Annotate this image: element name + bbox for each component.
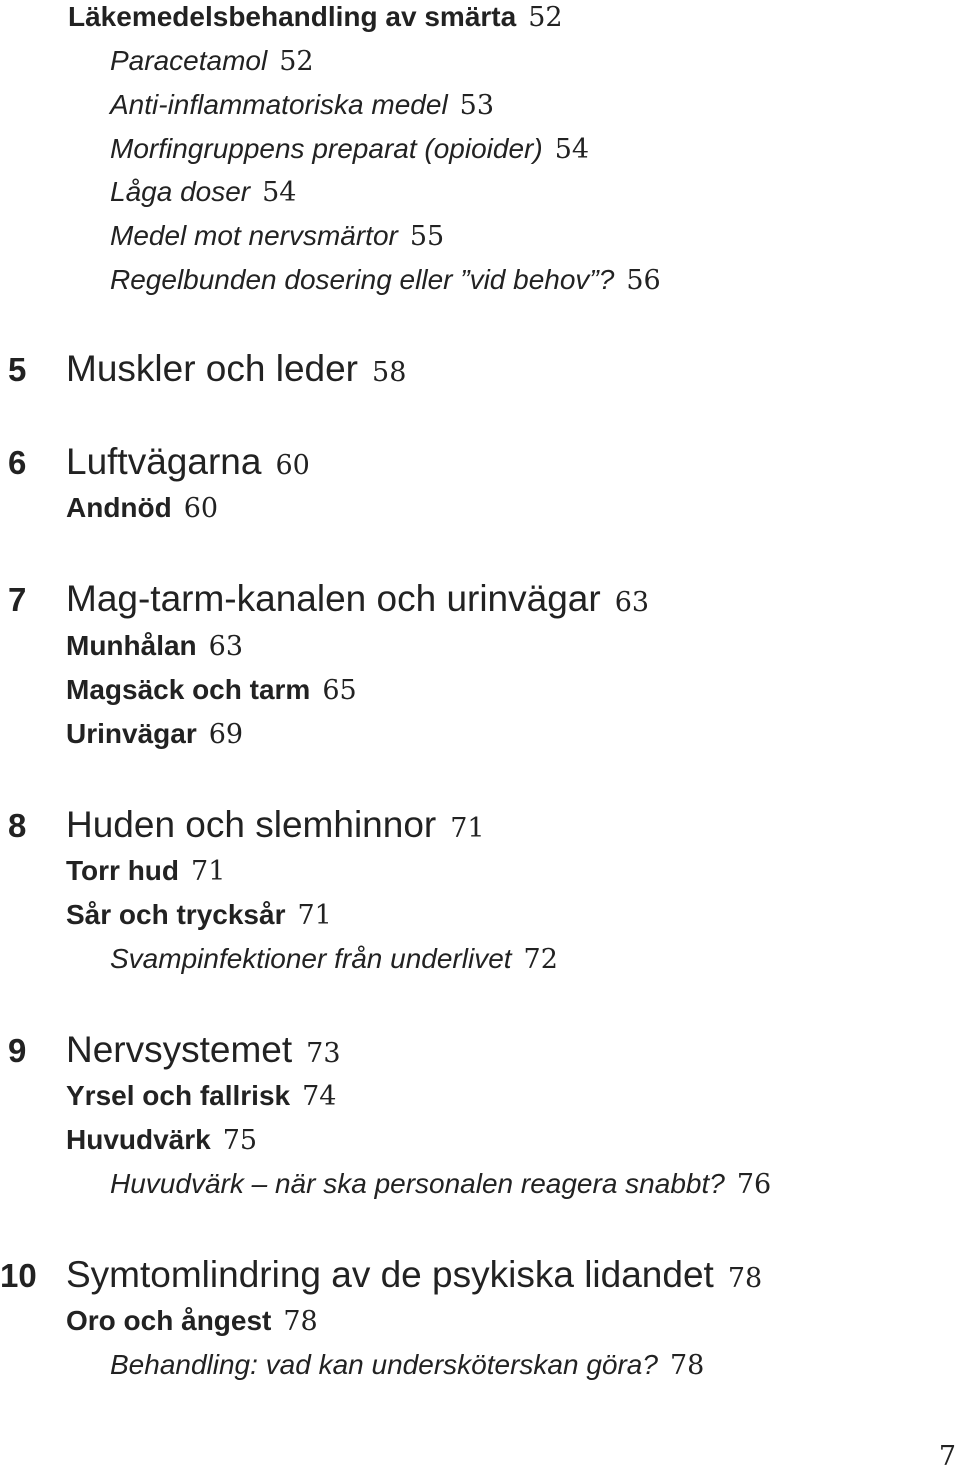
toc-page-number: 74: [302, 1081, 337, 1112]
toc-page-number: 71: [191, 856, 226, 887]
toc-page-number: 52: [279, 46, 314, 77]
chapter-number: 9: [8, 1032, 27, 1069]
toc-subentry-title: Regelbunden dosering eller ”vid behov”?: [110, 264, 615, 295]
toc-page-number: 53: [459, 90, 495, 121]
toc-page-number: 73: [306, 1038, 341, 1069]
chapter-title: Nervsystemet: [66, 1029, 293, 1070]
toc-section-entry: [66, 1082, 336, 1110]
chapter-number: 10: [0, 1257, 37, 1294]
toc-subentry: [110, 1351, 704, 1379]
toc-page-number: 76: [736, 1169, 772, 1200]
toc-chapter-7: [0, 580, 960, 620]
toc-section-title: Munhålan: [66, 630, 197, 661]
toc-section-title: Urinvägar: [66, 718, 197, 749]
toc-section-title: Huvudvärk: [66, 1124, 211, 1155]
toc-subentry: [110, 47, 314, 75]
toc-section-entry: [66, 676, 357, 704]
toc-chapter-9: [0, 1031, 960, 1071]
chapter-number: 5: [8, 351, 27, 388]
chapter-title: Mag-tarm-kanalen och urinvägar: [66, 578, 601, 619]
toc-page-number: 60: [183, 493, 219, 524]
toc-section-title: Oro och ångest: [66, 1305, 272, 1336]
chapter-number: 7: [8, 581, 27, 618]
toc-page-number: 72: [523, 944, 558, 975]
toc-section-entry: [66, 632, 243, 660]
toc-page-number: 78: [669, 1350, 705, 1381]
toc-page-number: 55: [409, 221, 445, 252]
toc-page-number: 78: [727, 1263, 763, 1294]
chapter-title-row: [66, 443, 310, 480]
toc-section-entry: [66, 857, 225, 885]
chapter-title-row: [66, 806, 485, 843]
chapter-title: Muskler och leder: [66, 348, 359, 389]
toc-page-number: 71: [450, 813, 485, 844]
toc-page-number: 63: [614, 587, 650, 618]
chapter-number: 8: [8, 807, 27, 844]
toc-page-number: 60: [275, 450, 310, 481]
toc-section-title: Läkemedelsbehandling av smärta: [68, 1, 517, 32]
toc-chapter-6: [0, 443, 960, 483]
toc-chapter-8: [0, 806, 960, 846]
toc-page-number: 65: [322, 675, 357, 706]
toc-page-number: 71: [297, 900, 332, 931]
footer-page-number: 7: [938, 1441, 956, 1472]
toc-section-entry: [66, 901, 332, 929]
toc-subentry-title: Morfingruppens preparat (opioider): [110, 133, 543, 164]
toc-subentry-title: Huvudvärk – när ska personalen reagera snabbt?: [110, 1168, 725, 1199]
toc-section-title: Magsäck och tarm: [66, 674, 311, 705]
toc-page-number: 58: [372, 357, 407, 388]
toc-subentry: [110, 178, 296, 206]
toc-section-title: Torr hud: [66, 855, 180, 886]
toc-page-number: 63: [208, 631, 244, 662]
chapter-title: Huden och slemhinnor: [66, 804, 437, 845]
toc-page-number: 54: [554, 134, 590, 165]
chapter-title-row: [66, 580, 649, 617]
toc-section-entry: [66, 494, 218, 522]
toc-page-number: 54: [262, 177, 297, 208]
toc-section-entry: [66, 720, 243, 748]
toc-subentry: [110, 91, 494, 119]
toc-section-entry: [66, 1126, 257, 1154]
toc-section-title: Andnöd: [66, 492, 172, 523]
chapter-title-row: [66, 350, 406, 387]
chapter-title: Symtomlindring av de psykiska lidandet: [66, 1254, 714, 1295]
toc-subentry-title: Låga doser: [110, 176, 251, 207]
toc-section-entry: [66, 1307, 318, 1335]
chapter-title-row: [66, 1256, 762, 1293]
toc-subentry-title: Anti-inflammatoriska medel: [110, 89, 448, 120]
toc-section-title: Yrsel och fallrisk: [66, 1080, 291, 1111]
chapter-title: Luftvägarna: [66, 441, 262, 482]
toc-section-title: Sår och trycksår: [66, 899, 286, 930]
toc-subentry: [110, 945, 558, 973]
toc-page-number: 52: [528, 2, 563, 33]
toc-page-number: 78: [283, 1306, 318, 1337]
toc-subentry: [110, 1170, 771, 1198]
toc-subentry: [110, 222, 444, 250]
toc-page-number: 75: [222, 1125, 258, 1156]
toc-subentry-title: Paracetamol: [110, 45, 268, 76]
toc-subentry-title: Svampinfektioner från underlivet: [110, 943, 512, 974]
chapter-number: 6: [8, 444, 27, 481]
toc-subentry-title: Behandling: vad kan undersköterskan göra?: [110, 1349, 658, 1380]
toc-section-entry: [68, 3, 563, 31]
chapter-title-row: [66, 1031, 341, 1068]
toc-page-number: 69: [208, 719, 244, 750]
toc-subentry: [110, 135, 589, 163]
toc-chapter-5: [0, 350, 960, 390]
toc-page-number: 56: [626, 265, 661, 296]
toc-chapter-10: [0, 1256, 960, 1296]
toc-subentry-title: Medel mot nervsmärtor: [110, 220, 398, 251]
toc-subentry: [110, 266, 661, 294]
